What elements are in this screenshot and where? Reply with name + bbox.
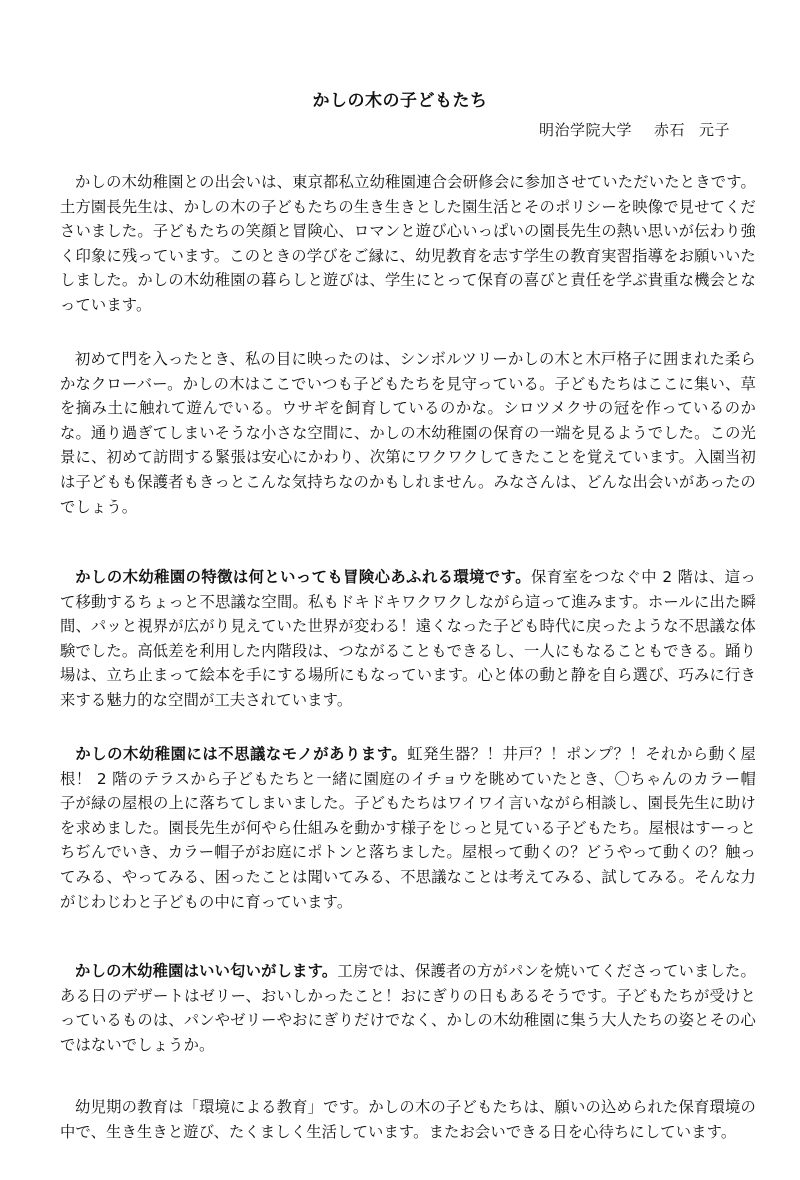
author-affiliation: 明治学院大学 xyxy=(538,121,632,139)
paragraph-text: かしの木幼稚園との出会いは、東京都私立幼稚園連合会研修会に参加させていただいたときです。土方園長先生は、かしの木の子どもたちの生き生きとした園生活とそのポリシーを映像で見せてくださいました。子どもたちの笑顔と冒険心、ロマンと遊び心いっぱいの園長先生の熱い思いが伝わり強く印象に残っています。このときの学びをご縁に、幼児教育を志す学生の教育実習指導をお願いいたしました。かしの木幼稚園の暮らしと遊びは、学生にとって保育の喜びと責任を学ぶ貴重な機会となっています。 xyxy=(60,173,756,314)
paragraph-lead: かしの木幼稚園はいい匂いがします。 xyxy=(75,962,338,980)
paragraph-text: 工房では、保護者の方がパンを焼いてくださっていました。ある日のデザートはゼリー、おいしかったこと！おにぎりの日もあるそうです。子どもたちが受けとっているものは、パンやゼリーやおにぎりだけでなく、かしの木幼稚園に集う大人たちの姿とその心ではないでしょうか。 xyxy=(60,962,756,1054)
document-title: かしの木の子どもたち xyxy=(312,91,488,111)
paragraph-text: 初めて門を入ったとき、私の目に映ったのは、シンボルツリーかしの木と木戸格子に囲まれた柔らかなクローバー。かしの木はここでいつも子どもたちを見守っている。子どもたちはここに集い、草を摘み土に触れて遊んでいる。ウサギを飼育しているのかな。シロツメクサの冠を作っているのかな。通り過ぎてしまいそうな小さな空間に、かしの木幼稚園の保育の一端を見るようでした。この光景に、初めて訪問する緊張は安心にかわり、次第にワクワクしてきたことを覚えています。入園当初は子どもも保護者もきっとこんな気持ちなのかもしれません。みなさんは、どんな出会いがあったのでしょう。 xyxy=(60,350,756,516)
author-surname: 赤石 xyxy=(653,121,685,139)
paragraph-text: 保育室をつなぐ中 2 階は、這って移動するちょっと不思議な空間。私もドキドキワクワクしながら這って進みます。ホールに出た瞬間、パッと視界が広がり見えていた世界が変わる！遠くなった子ども時代に戻ったような不思議な体験でした。高低差を利用した内階段は、つながることもできるし、一人にもなることもできる。踊り場は、立ち止まって絵本を手にする場所にもなっています。心と体の動と静を自ら選び、巧みに行き来する魅力的な空間が工夫されています。 xyxy=(60,568,756,709)
paragraph-text: 虹発生器？！井戸？！ポンプ？！それから動く屋根！ 2 階のテラスから子どもたちと一緒に園庭のイチョウを眺めていたとき、〇ちゃんのカラー帽子が緑の屋根の上に落ちてしまいました。子どもたちはワイワイ言いながら相談し、園長先生に助けを求めました。園長先生が何やら仕組みを動かす様子をじっと見ている子どもたち。屋根はすーっとちぢんでいき、カラー帽子がお庭にポトンと落ちました。屋根って動くの？どうやって動くの？触ってみる、やってみる、困ったことは聞いてみる、不思議なことは考えてみる、試してみる。そんな力がじわじわと子どもの中に育っています。 xyxy=(60,745,756,911)
paragraph-1 xyxy=(60,170,756,318)
paragraph-2 xyxy=(60,347,756,519)
paragraph-lead: かしの木幼稚園には不思議なモノがあります。 xyxy=(75,745,408,763)
paragraph-text: 幼児期の教育は「環境による教育」です。かしの木の子どもたちは、願いの込められた保育環境の中で、生き生きと遊び、たくましく生活しています。またお会いできる日を心待ちにしています。 xyxy=(60,1098,756,1141)
author-given-name: 元子 xyxy=(698,121,730,139)
paragraph-lead: かしの木幼稚園の特徴は何といっても冒険心あふれる環境です。 xyxy=(75,568,531,586)
paragraph-5 xyxy=(60,959,756,1057)
paragraph-3 xyxy=(60,565,756,713)
paragraph-4 xyxy=(60,742,756,914)
paragraph-6 xyxy=(60,1095,756,1144)
author-line xyxy=(539,119,730,140)
